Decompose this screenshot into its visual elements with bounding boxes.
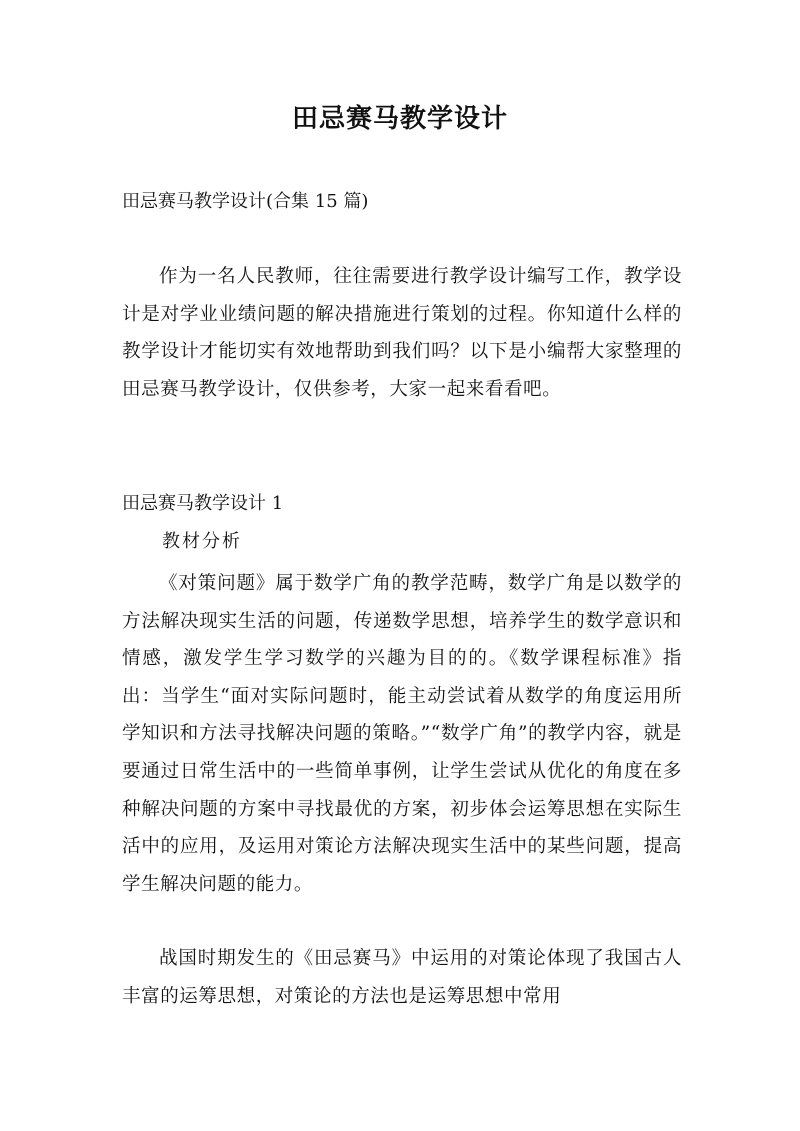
body-paragraph: 《对策问题》属于数学广角的教学范畴，数学广角是以数学的方法解决现实生活的问题，传递数学思想，培养学生的数学意识和情感，激发学生学习数学的兴趣为目的的。《数学课程标准》指出：当学生“面对实际问题时，能主动尝试着从数学的角度运用所学知识和方法寻找解决问题的策略。”“数学广角”的教学内容，就是要通过日常生活中的一些简单事例，让学生尝试从优化的角度在多种解决问题的方案中寻找最优的方案，初步体会运筹思想在实际生活中的应用，及运用对策论方法解决现实生活中的某些问题，提高学生解决问题的能力。: [122, 573, 682, 895]
document-subtitle: 田忌赛马教学设计(合集 15 篇): [122, 191, 369, 212]
body-paragraph: 战国时期发生的《田忌赛马》中运用的对策论体现了我国古人丰富的运筹思想，对策论的方法也是运筹思想中常用: [122, 948, 682, 1007]
document-title: 田忌赛马教学设计: [291, 104, 508, 134]
intro-paragraph: 作为一名人民教师，往往需要进行教学设计编写工作，教学设计是对学业业绩问题的解决措施进行策划的过程。你知道什么样的教学设计才能切实有效地帮助到我们吗？以下是小编帮大家整理的田忌赛马教学设计，仅供参考，大家一起来看看吧。: [122, 266, 682, 400]
section-subheading: 教材分析: [162, 531, 242, 552]
section-heading: 田忌赛马教学设计 1: [122, 493, 284, 514]
